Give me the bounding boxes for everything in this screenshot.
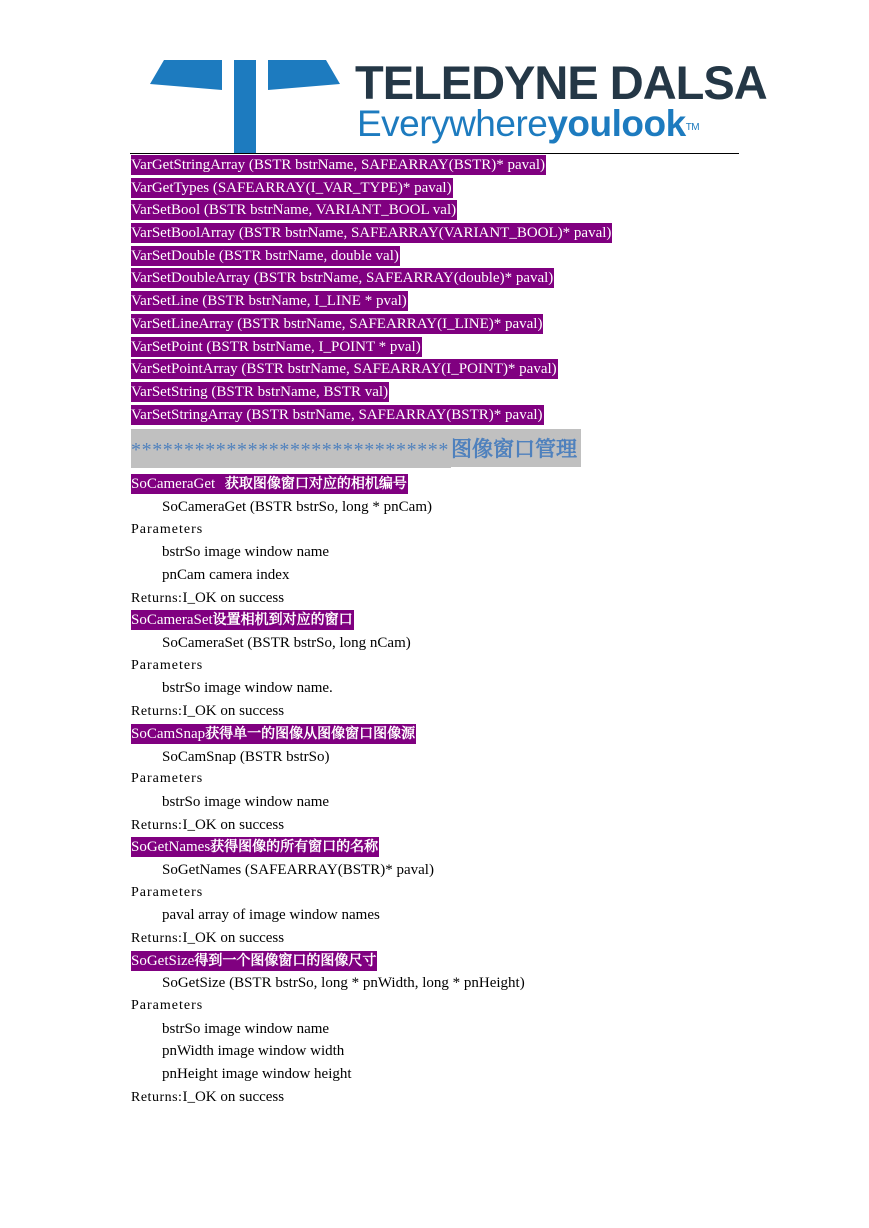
- var-function-signature: VarSetString (BSTR bstrName, BSTR val): [131, 383, 389, 400]
- var-function-signature: VarGetTypes (SAFEARRAY(I_VAR_TYPE)* paval): [131, 179, 452, 196]
- function-signature: SoCamSnap (BSTR bstrSo): [162, 748, 330, 765]
- parameter-item: bstrSo image window name: [162, 1020, 330, 1037]
- returns-value: I_OK on success: [182, 930, 285, 946]
- var-function-item: [131, 404, 741, 427]
- document-body: [131, 154, 741, 1109]
- var-function-item: [131, 177, 741, 200]
- parameters-label: Parameters: [131, 884, 204, 900]
- parameters-label: Parameters: [131, 998, 204, 1014]
- section-title: 图像窗口管理: [451, 429, 579, 467]
- var-function-item: [131, 290, 741, 313]
- parameters-label: Parameters: [131, 657, 204, 673]
- teledyne-logo-mark-icon: [150, 58, 340, 154]
- function-heading-highlight: [131, 837, 379, 857]
- function-signature: SoCameraSet (BSTR bstrSo, long nCam): [162, 635, 411, 652]
- function-heading-highlight: [131, 951, 377, 971]
- returns-line: [131, 700, 741, 723]
- function-signature: SoCameraGet (BSTR bstrSo, long * pnCam): [162, 498, 432, 515]
- var-function-item: [131, 336, 741, 359]
- var-function-list: [131, 154, 741, 426]
- var-function-item: [131, 222, 741, 245]
- var-function-signature: VarSetBool (BSTR bstrName, VARIANT_BOOL val): [131, 202, 457, 219]
- parameter-item: pnWidth image window width: [162, 1043, 345, 1060]
- parameter-item: paval array of image window names: [162, 907, 380, 924]
- function-heading: [131, 609, 741, 632]
- logo-wordmark: TELEDYNE DALSA: [355, 56, 767, 109]
- returns-label: Returns:: [131, 1089, 183, 1105]
- function-heading-highlight: [131, 474, 408, 494]
- returns-label: Returns:: [131, 704, 183, 720]
- function-heading: [131, 950, 741, 973]
- var-function-signature: VarSetDoubleArray (BSTR bstrName, SAFEARRAY(double)* paval): [131, 270, 554, 287]
- function-entry: [131, 473, 741, 609]
- parameter-item: pnHeight image window height: [162, 1066, 352, 1083]
- returns-label: Returns:: [131, 817, 183, 833]
- teledyne-dalsa-logo: [150, 56, 767, 154]
- function-description: 获取图像窗口对应的相机编号: [215, 476, 407, 493]
- returns-label: Returns:: [131, 590, 183, 606]
- var-function-signature: VarSetStringArray (BSTR bstrName, SAFEARRAY(BSTR)* paval): [131, 406, 543, 423]
- function-name: SoGetSize: [131, 952, 195, 969]
- parameter-item: pnCam camera index: [162, 567, 290, 583]
- parameters-label: Parameters: [131, 521, 204, 537]
- logo-tagline: [357, 102, 699, 146]
- returns-value: I_OK on success: [182, 703, 285, 720]
- function-heading-highlight: [131, 724, 416, 744]
- function-description: 获得单一的图像从图像窗口图像源: [205, 725, 416, 742]
- function-entry: [131, 609, 741, 722]
- var-function-item: [131, 154, 741, 177]
- function-signature: SoGetNames (SAFEARRAY(BSTR)* paval): [162, 861, 434, 878]
- function-description: 设置相机到对应的窗口: [212, 612, 353, 629]
- returns-line: [131, 814, 741, 837]
- var-function-signature: VarSetPoint (BSTR bstrName, I_POINT * pval): [131, 338, 421, 355]
- function-name: SoCamSnap: [131, 725, 206, 742]
- var-function-item: [131, 381, 741, 404]
- tagline-bold: youlook: [547, 103, 686, 144]
- var-function-item: [131, 267, 741, 290]
- var-function-signature: VarGetStringArray (BSTR bstrName, SAFEARRAY(BSTR)* paval): [131, 157, 546, 173]
- parameter-item: bstrSo image window name: [162, 544, 330, 561]
- returns-line: [131, 1086, 741, 1109]
- function-name: SoCameraSet: [131, 612, 213, 629]
- returns-value: I_OK on success: [182, 589, 285, 606]
- var-function-item: [131, 245, 741, 268]
- var-function-signature: VarSetLine (BSTR bstrName, I_LINE * pval): [131, 293, 407, 310]
- function-description: 得到一个图像窗口的图像尺寸: [194, 952, 377, 969]
- parameters-label: Parameters: [131, 771, 204, 787]
- returns-line: [131, 927, 741, 950]
- function-heading: [131, 473, 741, 496]
- function-name: SoCameraGet: [131, 476, 216, 493]
- function-entry: [131, 950, 741, 1109]
- var-function-signature: VarSetPointArray (BSTR bstrName, SAFEARRAY(I_POINT)* paval): [131, 361, 557, 378]
- section-heading-box: [131, 429, 581, 467]
- var-function-item: [131, 199, 741, 222]
- trademark-symbol: TM: [685, 122, 700, 133]
- function-heading: [131, 836, 741, 859]
- function-description: 获得图像的所有窗口的名称: [210, 839, 379, 856]
- parameter-item: bstrSo image window name.: [162, 680, 333, 697]
- function-name: SoGetNames: [131, 839, 211, 856]
- var-function-signature: VarSetDouble (BSTR bstrName, double val): [131, 247, 399, 264]
- var-function-signature: VarSetLineArray (BSTR bstrName, SAFEARRAY(I_LINE)* paval): [131, 315, 543, 332]
- function-entry: [131, 836, 741, 949]
- returns-value: I_OK on success: [182, 1088, 285, 1105]
- function-entries: [131, 473, 741, 1108]
- returns-label: Returns:: [131, 931, 183, 946]
- section-stars: ******************************: [131, 430, 451, 468]
- function-entry: [131, 723, 741, 836]
- section-heading: [131, 429, 741, 467]
- returns-line: [131, 587, 741, 610]
- function-heading-highlight: [131, 610, 354, 630]
- function-heading: [131, 723, 741, 746]
- var-function-item: [131, 313, 741, 336]
- function-signature: SoGetSize (BSTR bstrSo, long * pnWidth, long * pnHeight): [162, 975, 525, 992]
- parameter-item: bstrSo image window name: [162, 793, 330, 810]
- returns-value: I_OK on success: [182, 816, 285, 833]
- var-function-item: [131, 358, 741, 381]
- var-function-signature: VarSetBoolArray (BSTR bstrName, SAFEARRAY(VARIANT_BOOL)* paval): [131, 225, 612, 242]
- tagline-regular: Everywhere: [357, 103, 548, 144]
